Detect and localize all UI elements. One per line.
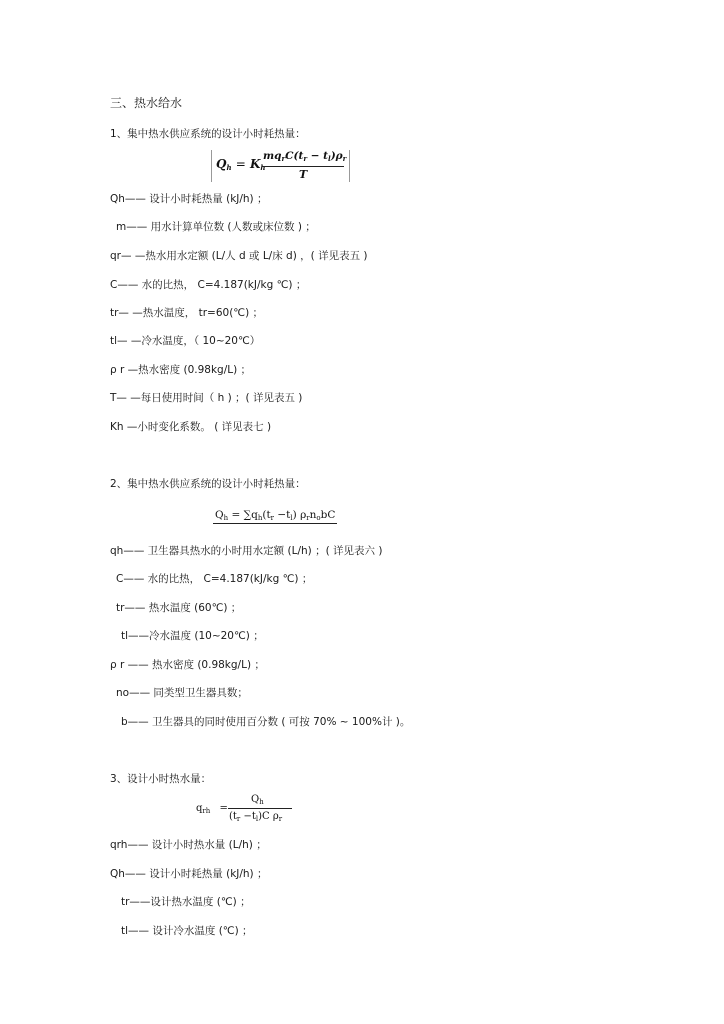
- s2-def-rho: ρ r —— 热水密度 (0.98kg/L) ；: [110, 659, 265, 671]
- s2-formula: $Q_h = \sum q_h(t_r -t_l)$ $\rho_rn_obC$: [215, 509, 336, 522]
- s1-def-c: C—— 水的比热， C=4.187(kJ/kg ℃) ；: [110, 279, 307, 291]
- s1-def-tr: tr— —热水温度， tr=60(℃) ；: [110, 307, 264, 319]
- s1-formula-denominator: T: [299, 168, 308, 181]
- s1-formula-numerator: $mq_rC(t_r - t_l)\rho_r$: [263, 150, 347, 163]
- s3-fraction-bar: [228, 808, 292, 809]
- s3-formula-lhs: $q_{rh}$ =: [196, 803, 228, 815]
- s2-def-no: no—— 同类型卫生器具数；: [116, 687, 248, 699]
- s1-def-t: T— —每日使用时间（ h ) ；( 详见表五 ): [110, 392, 303, 404]
- s3-title: 3、设计小时热水量：: [110, 773, 212, 785]
- s1-title: 1、集中热水供应系统的设计小时耗热量：: [110, 128, 306, 140]
- s1-def-rho: ρ r —热水密度 (0.98kg/L) ；: [110, 364, 252, 376]
- s2-def-c: C—— 水的比热， C=4.187(kJ/kg ℃) ；: [116, 573, 313, 585]
- s3-formula-numerator: $Q_h$: [251, 794, 264, 806]
- s3-def-tl: tl—— 设计冷水温度 (℃) ；: [121, 925, 253, 937]
- s2-title: 2、集中热水供应系统的设计小时耗热量：: [110, 478, 306, 490]
- s2-def-tr: tr—— 热水温度 (60℃) ；: [116, 602, 242, 614]
- s1-def-tl: tl— —冷水温度，（ 10~20℃）: [110, 335, 261, 347]
- section-title: 三、热水给水: [110, 96, 183, 110]
- s1-formula-lhs: $Q_h = K_h$: [216, 157, 266, 172]
- s2-formula-underline: [213, 523, 337, 524]
- s1-def-m: m—— 用水计算单位数 (人数或床位数 ) ；: [116, 221, 316, 233]
- s3-formula-denominator: $(t_r -t_l)C$ $\rho_r$: [229, 811, 283, 823]
- s2-def-tl: tl——冷水温度 (10~20℃) ；: [121, 630, 264, 642]
- s1-fraction-bar: [262, 166, 344, 167]
- s1-def-qh: Qh—— 设计小时耗热量 (kJ/h) ；: [110, 193, 268, 205]
- s1-def-qr: qr— —热水用水定额 (L/人 d 或 L/床 d) ，( 详见表五 ): [110, 250, 368, 262]
- s2-def-qh: qh—— 卫生器具热水的小时用水定额 (L/h) ；( 详见表六 ): [110, 545, 383, 557]
- s2-def-b: b—— 卫生器具的同时使用百分数 ( 可按 70% ~ 100%计 )。: [121, 716, 411, 728]
- s3-def-tr: tr——设计热水温度 (℃) ；: [121, 896, 251, 908]
- s3-def-qrh: qrh—— 设计小时热水量 (L/h) ；: [110, 839, 267, 851]
- s1-def-kh: Kh —小时变化系数。 ( 详见表七 ): [110, 421, 272, 433]
- s3-def-qh: Qh—— 设计小时耗热量 (kJ/h) ；: [110, 868, 268, 880]
